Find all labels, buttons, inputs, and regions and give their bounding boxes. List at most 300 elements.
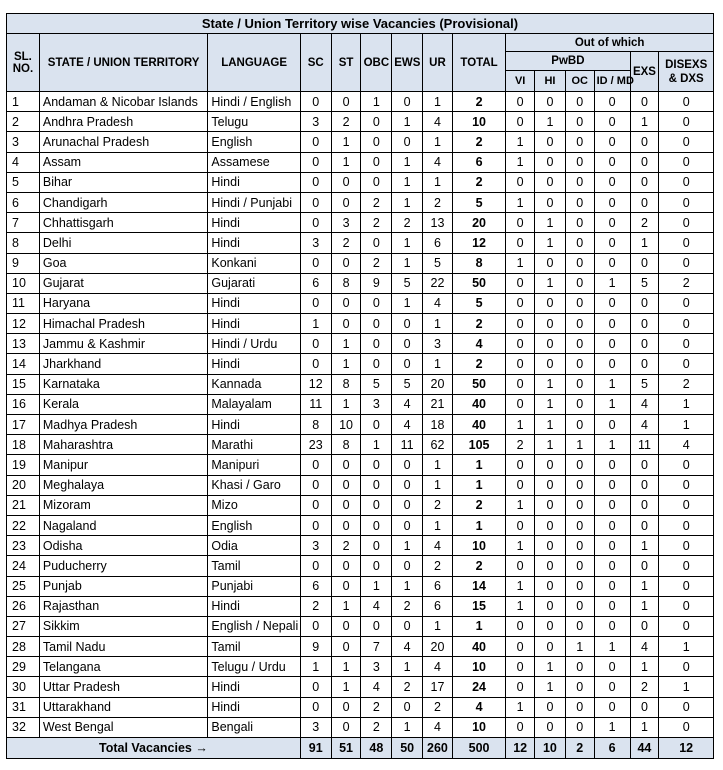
table-cell: 12 [300, 374, 331, 394]
table-cell: 1 [331, 677, 361, 697]
table-cell: Maharashtra [39, 435, 208, 455]
table-cell: 3 [361, 394, 392, 414]
table-cell: 4 [423, 112, 453, 132]
table-cell: 1 [535, 677, 566, 697]
table-cell: Delhi [39, 233, 208, 253]
table-cell: 0 [361, 314, 392, 334]
table-row [7, 334, 714, 354]
table-cell: 0 [594, 213, 630, 233]
table-cell: 0 [535, 354, 566, 374]
totals-cell: 500 [452, 738, 505, 759]
table-cell: 2 [7, 112, 40, 132]
table-cell: 4 [423, 657, 453, 677]
table-cell: 10 [331, 415, 361, 435]
table-cell: 7 [7, 213, 40, 233]
table-cell: 0 [565, 455, 594, 475]
table-cell: 1 [594, 374, 630, 394]
col-header-hi: HI [535, 71, 566, 92]
table-cell: 1 [392, 172, 423, 192]
totals-row [7, 738, 714, 759]
table-cell: 0 [659, 354, 714, 374]
table-cell: 0 [594, 596, 630, 616]
table-cell: 0 [331, 576, 361, 596]
table-cell: 0 [594, 556, 630, 576]
table-cell: 1 [392, 536, 423, 556]
table-cell: 8 [7, 233, 40, 253]
table-cell: 13 [423, 213, 453, 233]
table-cell: 5 [452, 192, 505, 212]
table-row [7, 192, 714, 212]
table-cell: 1 [392, 657, 423, 677]
table-cell: Karnataka [39, 374, 208, 394]
table-cell: 0 [300, 334, 331, 354]
table-cell: 3 [300, 112, 331, 132]
table-cell: 0 [565, 253, 594, 273]
table-cell: Kannada [208, 374, 300, 394]
totals-cell: 2 [565, 738, 594, 759]
table-cell: 25 [7, 576, 40, 596]
col-header-language: LANGUAGE [208, 34, 300, 92]
table-cell: 0 [630, 556, 659, 576]
table-cell: 0 [331, 717, 361, 737]
table-cell: Andhra Pradesh [39, 112, 208, 132]
table-cell: 0 [535, 495, 566, 515]
table-cell: 1 [392, 233, 423, 253]
table-cell: Marathi [208, 435, 300, 455]
table-cell: 5 [7, 172, 40, 192]
table-cell: 10 [452, 657, 505, 677]
table-cell: 0 [361, 293, 392, 313]
table-cell: 0 [630, 293, 659, 313]
col-header-out-of-which: Out of which [506, 34, 714, 52]
table-cell: 0 [506, 657, 535, 677]
table-cell: 1 [565, 637, 594, 657]
table-cell: 2 [331, 112, 361, 132]
table-row [7, 556, 714, 576]
table-cell: 0 [594, 253, 630, 273]
table-cell: 24 [7, 556, 40, 576]
table-cell: 0 [506, 273, 535, 293]
table-cell: 1 [361, 92, 392, 112]
table-cell: 1 [506, 415, 535, 435]
table-cell: 20 [423, 637, 453, 657]
table-cell: 0 [659, 697, 714, 717]
table-cell: Tamil [208, 637, 300, 657]
table-cell: 0 [331, 515, 361, 535]
table-cell: 0 [630, 152, 659, 172]
table-cell: Jammu & Kashmir [39, 334, 208, 354]
table-cell: 0 [565, 717, 594, 737]
table-cell: 0 [630, 475, 659, 495]
table-cell: 4 [423, 536, 453, 556]
table-cell: 1 [331, 354, 361, 374]
table-cell: 1 [331, 132, 361, 152]
table-cell: Hindi [208, 213, 300, 233]
table-cell: 0 [565, 354, 594, 374]
table-cell: Tamil [208, 556, 300, 576]
table-cell: 0 [506, 354, 535, 374]
table-cell: 0 [506, 314, 535, 334]
col-header-sc: SC [300, 34, 331, 92]
table-cell: 0 [535, 92, 566, 112]
table-title: State / Union Territory wise Vacancies (Provisional) [7, 14, 714, 34]
table-cell: 2 [331, 536, 361, 556]
table-cell: 0 [630, 314, 659, 334]
table-cell: 0 [535, 536, 566, 556]
table-cell: 0 [361, 233, 392, 253]
table-cell: 0 [565, 616, 594, 636]
table-cell: 23 [7, 536, 40, 556]
table-row [7, 475, 714, 495]
totals-cell: 44 [630, 738, 659, 759]
table-cell: 1 [535, 415, 566, 435]
table-cell: 0 [659, 616, 714, 636]
table-cell: 2 [452, 92, 505, 112]
table-cell: 0 [506, 556, 535, 576]
table-cell: 3 [7, 132, 40, 152]
table-cell: 1 [535, 112, 566, 132]
table-cell: 0 [659, 233, 714, 253]
table-cell: 0 [392, 475, 423, 495]
table-cell: 3 [423, 334, 453, 354]
table-row [7, 697, 714, 717]
col-header-vi: VI [506, 71, 535, 92]
table-cell: Manipuri [208, 455, 300, 475]
table-cell: 0 [535, 637, 566, 657]
table-cell: 1 [506, 192, 535, 212]
table-cell: 0 [594, 697, 630, 717]
totals-cell: 6 [594, 738, 630, 759]
table-cell: 21 [423, 394, 453, 414]
table-cell: 1 [392, 576, 423, 596]
table-cell: 10 [452, 717, 505, 737]
table-cell: 0 [565, 233, 594, 253]
table-cell: 4 [423, 293, 453, 313]
table-cell: Manipur [39, 455, 208, 475]
table-cell: 0 [331, 637, 361, 657]
table-cell: Assamese [208, 152, 300, 172]
table-cell: Bihar [39, 172, 208, 192]
table-cell: Hindi / Punjabi [208, 192, 300, 212]
table-cell: 0 [659, 596, 714, 616]
table-cell: 9 [7, 253, 40, 273]
table-cell: Mizoram [39, 495, 208, 515]
table-cell: Uttarakhand [39, 697, 208, 717]
col-header-oc: OC [565, 71, 594, 92]
table-cell: 1 [506, 536, 535, 556]
table-cell: 0 [331, 455, 361, 475]
table-cell: 0 [535, 152, 566, 172]
table-cell: Goa [39, 253, 208, 273]
table-cell: 26 [7, 596, 40, 616]
table-cell: 0 [300, 495, 331, 515]
table-row [7, 374, 714, 394]
table-cell: 1 [506, 132, 535, 152]
table-cell: Hindi / English [208, 92, 300, 112]
table-cell: Chhattisgarh [39, 213, 208, 233]
table-cell: 0 [535, 475, 566, 495]
table-cell: 0 [594, 293, 630, 313]
table-row [7, 213, 714, 233]
table-cell: 0 [506, 515, 535, 535]
table-cell: 0 [594, 616, 630, 636]
table-cell: 13 [7, 334, 40, 354]
table-cell: 0 [392, 697, 423, 717]
table-cell: 1 [506, 596, 535, 616]
table-cell: 0 [630, 455, 659, 475]
table-row [7, 293, 714, 313]
table-cell: 0 [659, 455, 714, 475]
table-cell: 0 [535, 455, 566, 475]
table-cell: 12 [7, 314, 40, 334]
table-cell: 32 [7, 717, 40, 737]
col-header-ews: EWS [392, 34, 423, 92]
table-cell: 0 [331, 495, 361, 515]
table-cell: 0 [630, 172, 659, 192]
table-row [7, 677, 714, 697]
table-cell: 1 [392, 152, 423, 172]
table-cell: 6 [423, 233, 453, 253]
table-cell: 1 [594, 435, 630, 455]
table-cell: 0 [565, 515, 594, 535]
table-cell: 20 [7, 475, 40, 495]
table-row [7, 596, 714, 616]
table-cell: Madhya Pradesh [39, 415, 208, 435]
table-cell: 4 [423, 717, 453, 737]
table-cell: 1 [535, 435, 566, 455]
col-header-st: ST [331, 34, 361, 92]
table-row [7, 435, 714, 455]
table-cell: 1 [331, 334, 361, 354]
table-cell: 0 [361, 616, 392, 636]
table-cell: 6 [423, 576, 453, 596]
table-cell: 0 [630, 92, 659, 112]
table-cell: 1 [659, 677, 714, 697]
table-cell: 0 [565, 576, 594, 596]
table-cell: Malayalam [208, 394, 300, 414]
table-cell: 0 [392, 556, 423, 576]
table-cell: 31 [7, 697, 40, 717]
table-cell: 50 [452, 374, 505, 394]
table-cell: Hindi [208, 293, 300, 313]
table-cell: 3 [300, 233, 331, 253]
table-cell: 2 [361, 213, 392, 233]
table-cell: 1 [423, 515, 453, 535]
table-cell: 0 [565, 132, 594, 152]
table-cell: 0 [594, 475, 630, 495]
table-cell: 4 [452, 334, 505, 354]
table-cell: 1 [565, 435, 594, 455]
table-cell: 11 [7, 293, 40, 313]
table-cell: 0 [630, 132, 659, 152]
table-cell: 0 [300, 92, 331, 112]
table-cell: 1 [630, 112, 659, 132]
table-cell: 1 [506, 697, 535, 717]
table-cell: 1 [506, 495, 535, 515]
table-cell: 0 [392, 515, 423, 535]
table-cell: West Bengal [39, 717, 208, 737]
table-cell: 0 [361, 536, 392, 556]
table-cell: Nagaland [39, 515, 208, 535]
table-cell: Odia [208, 536, 300, 556]
table-cell: 1 [659, 394, 714, 414]
table-cell: 1 [300, 314, 331, 334]
table-row [7, 354, 714, 374]
table-cell: 0 [594, 354, 630, 374]
table-cell: 24 [452, 677, 505, 697]
table-cell: 11 [392, 435, 423, 455]
table-cell: Sikkim [39, 616, 208, 636]
table-cell: 1 [506, 576, 535, 596]
col-header-pwbd: PwBD [506, 52, 630, 71]
table-cell: Meghalaya [39, 475, 208, 495]
table-cell: 5 [630, 374, 659, 394]
table-cell: 12 [452, 233, 505, 253]
table-cell: 1 [630, 657, 659, 677]
table-cell: 1 [659, 415, 714, 435]
table-cell: 11 [630, 435, 659, 455]
vacancies-table [6, 13, 714, 759]
table-row [7, 616, 714, 636]
table-cell: 0 [565, 536, 594, 556]
table-cell: 0 [506, 637, 535, 657]
table-cell: 29 [7, 657, 40, 677]
table-cell: 0 [565, 657, 594, 677]
table-cell: 1 [506, 152, 535, 172]
col-header-id-md: ID / MD [594, 71, 630, 92]
table-cell: 0 [331, 293, 361, 313]
table-row [7, 536, 714, 556]
table-cell: 0 [361, 415, 392, 435]
table-cell: Hindi [208, 677, 300, 697]
table-cell: 1 [423, 132, 453, 152]
table-cell: 0 [361, 455, 392, 475]
table-cell: 0 [300, 354, 331, 374]
table-cell: Chandigarh [39, 192, 208, 212]
table-cell: 0 [361, 334, 392, 354]
table-cell: 2 [630, 677, 659, 697]
table-cell: 0 [300, 677, 331, 697]
table-row [7, 253, 714, 273]
table-cell: 2 [506, 435, 535, 455]
table-cell: 40 [452, 637, 505, 657]
table-cell: 1 [594, 637, 630, 657]
table-cell: 0 [659, 152, 714, 172]
table-row [7, 415, 714, 435]
table-cell: Puducherry [39, 556, 208, 576]
table-cell: 1 [452, 475, 505, 495]
table-cell: 1 [535, 233, 566, 253]
table-cell: 4 [392, 637, 423, 657]
table-cell: 0 [300, 253, 331, 273]
table-cell: 0 [361, 132, 392, 152]
table-cell: 17 [7, 415, 40, 435]
table-cell: 1 [392, 717, 423, 737]
table-row [7, 233, 714, 253]
table-cell: 1 [423, 172, 453, 192]
table-cell: Telangana [39, 657, 208, 677]
table-cell: 2 [630, 213, 659, 233]
col-header-state: STATE / UNION TERRITORY [39, 34, 208, 92]
table-cell: 0 [361, 112, 392, 132]
table-cell: 15 [7, 374, 40, 394]
table-cell: Hindi [208, 172, 300, 192]
table-cell: 0 [565, 273, 594, 293]
table-cell: Tamil Nadu [39, 637, 208, 657]
table-cell: 0 [535, 172, 566, 192]
table-cell: 21 [7, 495, 40, 515]
table-cell: 0 [331, 314, 361, 334]
totals-cell: 12 [506, 738, 535, 759]
table-cell: 4 [630, 394, 659, 414]
table-cell: 2 [452, 314, 505, 334]
table-cell: 0 [535, 717, 566, 737]
table-cell: Odisha [39, 536, 208, 556]
table-cell: 0 [506, 334, 535, 354]
table-cell: 2 [361, 253, 392, 273]
table-cell: 0 [659, 172, 714, 192]
table-cell: 0 [506, 172, 535, 192]
table-cell: 0 [535, 596, 566, 616]
table-cell: 9 [361, 273, 392, 293]
totals-label: Total Vacancies → [7, 738, 301, 759]
table-cell: 4 [452, 697, 505, 717]
table-cell: Hindi [208, 596, 300, 616]
table-cell: 1 [535, 374, 566, 394]
table-cell: 0 [630, 253, 659, 273]
table-cell: Hindi [208, 697, 300, 717]
table-cell: 2 [423, 495, 453, 515]
table-row [7, 273, 714, 293]
table-cell: 8 [452, 253, 505, 273]
table-cell: 0 [659, 293, 714, 313]
table-cell: 1 [300, 657, 331, 677]
table-cell: 3 [300, 717, 331, 737]
table-cell: 2 [361, 192, 392, 212]
table-cell: 5 [630, 273, 659, 293]
table-cell: 0 [659, 657, 714, 677]
table-cell: 23 [300, 435, 331, 455]
table-row [7, 152, 714, 172]
table-row [7, 637, 714, 657]
table-cell: 0 [506, 112, 535, 132]
table-cell: 0 [594, 677, 630, 697]
table-cell: 5 [392, 374, 423, 394]
table-cell: 2 [392, 677, 423, 697]
totals-cell: 10 [535, 738, 566, 759]
totals-cell: 12 [659, 738, 714, 759]
table-cell: 0 [659, 192, 714, 212]
table-cell: Gujarat [39, 273, 208, 293]
table-cell: 0 [300, 475, 331, 495]
table-cell: 18 [423, 415, 453, 435]
table-cell: 0 [361, 495, 392, 515]
table-cell: 0 [392, 334, 423, 354]
table-cell: 22 [7, 515, 40, 535]
table-cell: 8 [331, 435, 361, 455]
table-cell: 0 [659, 334, 714, 354]
table-cell: 3 [300, 536, 331, 556]
table-cell: 17 [423, 677, 453, 697]
table-cell: 1 [630, 536, 659, 556]
table-cell: 0 [659, 556, 714, 576]
table-cell: 0 [659, 132, 714, 152]
table-cell: 1 [452, 616, 505, 636]
table-cell: 1 [331, 657, 361, 677]
table-cell: 0 [361, 515, 392, 535]
table-cell: 7 [361, 637, 392, 657]
table-cell: 0 [565, 334, 594, 354]
